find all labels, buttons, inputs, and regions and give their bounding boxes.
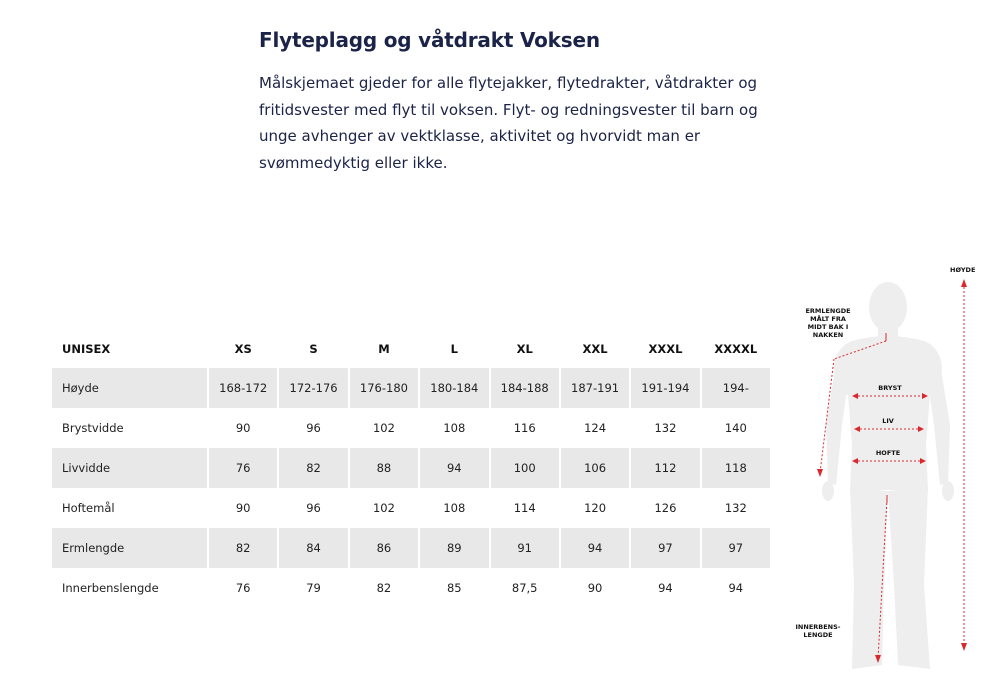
table-cell: 102	[372, 421, 395, 435]
table-cell: 88	[350, 448, 418, 488]
table-cell: 168-172	[209, 368, 277, 408]
table-cell: 187-191	[561, 368, 629, 408]
row-label: Innerbenslengde	[62, 581, 159, 595]
table-cell: 82	[279, 448, 347, 488]
chest-label: BRYST	[878, 384, 902, 392]
table-cell: 76	[235, 581, 251, 595]
table-cell: 132	[654, 421, 677, 435]
table-cell: 96	[306, 501, 321, 515]
table-cell: 106	[561, 448, 629, 488]
intro-text: Målskjemaet gjeder for alle flytejakker, flytedrakter, våtdrakter og fritidsvester med flyt til voksen. Flyt- og redningsvester til barn og unge avhenger av vektklasse, aktivitet og hvorvidt man er svømmedyktig eller ikke.	[259, 74, 758, 172]
column-header: XS	[234, 342, 252, 356]
table-cell: 120	[584, 501, 607, 515]
body-silhouette-icon	[790, 255, 1000, 684]
table-row	[52, 528, 770, 568]
table-cell: 126	[654, 501, 677, 515]
table-cell: 114	[513, 501, 536, 515]
table-cell: 82	[376, 581, 392, 595]
column-header: XXL	[582, 342, 608, 356]
table-row	[52, 448, 770, 488]
height-measure	[961, 279, 967, 651]
table-cell: 102	[372, 501, 395, 515]
row-label: Ermlengde	[52, 528, 207, 568]
table-cell: 97	[702, 528, 770, 568]
table-cell: 194-	[702, 368, 770, 408]
size-table-header	[52, 330, 770, 368]
table-cell: 91	[491, 528, 559, 568]
table-cell: 132	[724, 501, 747, 515]
column-header: XXXXL	[714, 342, 758, 356]
table-cell: 90	[235, 501, 251, 515]
column-header: UNISEX	[62, 342, 111, 356]
table-cell: 94	[420, 448, 488, 488]
table-cell: 191-194	[631, 368, 699, 408]
row-label: Brystvidde	[62, 421, 124, 435]
size-table	[50, 330, 772, 608]
table-cell: 87,5	[511, 581, 538, 595]
sleeve-label-line-4: NAKKEN	[812, 331, 844, 339]
measurement-figure	[790, 255, 1000, 684]
row-label: Høyde	[52, 368, 207, 408]
table-cell: 118	[702, 448, 770, 488]
table-cell: 112	[631, 448, 699, 488]
table-cell: 180-184	[420, 368, 488, 408]
table-cell: 94	[561, 528, 629, 568]
table-cell: 176-180	[350, 368, 418, 408]
column-header: XXXL	[648, 342, 683, 356]
silhouette	[822, 282, 954, 669]
column-header: L	[450, 342, 458, 356]
table-cell: 124	[584, 421, 607, 435]
table-cell: 90	[587, 581, 603, 595]
column-header: XL	[516, 342, 533, 356]
table-cell: 79	[306, 581, 321, 595]
table-cell: 184-188	[491, 368, 559, 408]
row-label: Livvidde	[52, 448, 207, 488]
column-header: S	[309, 342, 318, 356]
table-cell: 82	[209, 528, 277, 568]
table-cell: 76	[209, 448, 277, 488]
table-cell: 84	[279, 528, 347, 568]
table-row	[52, 408, 770, 448]
height-label: HØYDE	[950, 266, 976, 274]
table-cell: 89	[420, 528, 488, 568]
inseam-label-line-2: LENGDE	[803, 631, 833, 639]
table-cell: 100	[491, 448, 559, 488]
table-cell: 96	[306, 421, 321, 435]
row-label: Hoftemål	[62, 501, 115, 515]
table-cell: 108	[443, 501, 466, 515]
waist-label: LIV	[882, 417, 894, 425]
table-cell: 94	[728, 581, 744, 595]
page-title: Flyteplagg og våtdrakt Voksen	[259, 28, 600, 52]
table-cell: 97	[631, 528, 699, 568]
table-cell: 90	[235, 421, 251, 435]
table-cell: 140	[724, 421, 747, 435]
sleeve-label-line-3: MIDT BAK I	[807, 323, 849, 331]
sleeve-label-line-1: ERMLENGDE	[805, 307, 851, 315]
table-cell: 116	[513, 421, 536, 435]
table-cell: 86	[350, 528, 418, 568]
sleeve-label-line-2: MÅLT FRA	[810, 315, 846, 323]
table-cell: 108	[443, 421, 466, 435]
table-cell: 172-176	[279, 368, 347, 408]
table-row	[52, 488, 770, 528]
inseam-label-line-1: INNERBENS-	[795, 623, 841, 631]
table-row	[52, 568, 770, 608]
table-cell: 94	[658, 581, 673, 595]
column-header: M	[378, 342, 390, 356]
hip-label: HOFTE	[875, 449, 901, 457]
table-cell: 85	[446, 581, 462, 595]
table-row	[52, 368, 770, 408]
